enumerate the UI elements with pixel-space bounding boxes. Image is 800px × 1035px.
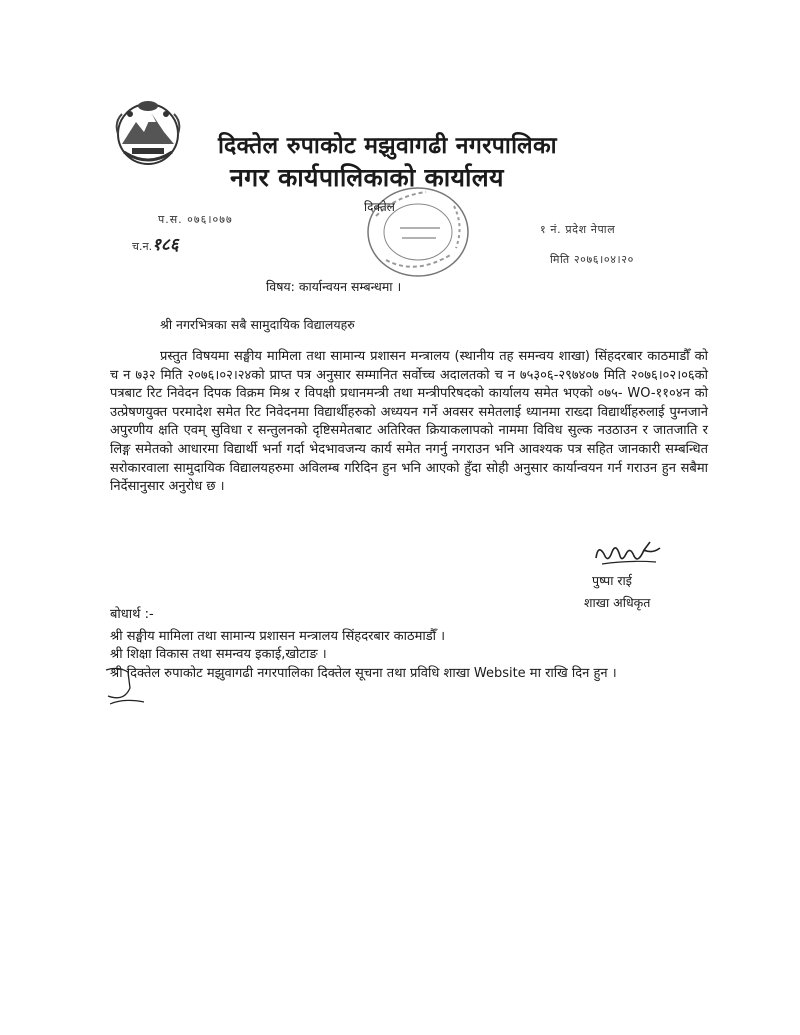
office-place: दिक्तेल — [364, 200, 395, 214]
dispatch-label: च.न. — [132, 240, 153, 253]
signatory-title: शाखा अधिकृत — [584, 595, 651, 610]
recipient-line: श्री नगरभित्रका सबै सामुदायिक विद्यालयहरु — [160, 317, 355, 332]
letter-date: मिति २०७६।०४।२० — [550, 253, 634, 266]
dispatch-number-value: १८६ — [152, 235, 179, 255]
cc-item: श्री शिक्षा विकास तथा समन्वय इकाई,खोटाङ । — [110, 647, 327, 662]
cc-item: श्री सङ्घीय मामिला तथा सामान्य प्रशासन मन्त्रालय सिंहदरबार काठमाडौँ । — [110, 629, 446, 644]
nepal-emblem-icon — [108, 92, 188, 172]
office-name: नगर कार्यपालिकाको कार्यालय — [230, 163, 504, 192]
body-paragraph — [110, 348, 708, 497]
dispatch-number — [132, 232, 179, 255]
cc-item: श्री दिक्तेल रुपाकोट मझुवागढी नगरपालिका दिक्तेल सूचना तथा प्रविधि शाखा Website मा राखि दिन हुन । — [110, 666, 617, 681]
handwritten-signature — [592, 536, 664, 570]
office-seal-stamp — [356, 176, 476, 286]
signatory-name: पुष्पा राई — [592, 573, 632, 588]
cc-heading: बोधार्थ :- — [110, 607, 154, 622]
subject-line: विषय: कार्यान्वयन सम्बन्धमा । — [266, 279, 402, 294]
province-label: १ नं. प्रदेश नेपाल — [540, 223, 616, 236]
body-text: प्रस्तुत विषयमा सङ्घीय मामिला तथा सामान्य प्रशासन मन्त्रालय (स्थानीय तह समन्वय शाखा) सिंहदरबार काठमाडौँ को च न ७३२ मिति २०७६।०२।२४को प्राप्त पत्र अनुसार सम्मानित सर्वोच्च अदालतको च न ७५३०६-२९७४०७ मिति २०७६।०२।०६को पत्रबाट रिट निवेदन दिपक विक्रम मिश्र र विपक्षी प्रधानमन्त्री तथा मन्त्रीपरिषदको कार्यालय समेत भएको ०७५- WO-११०४न को उत्प्रेषणयुक्त परमादेश समेत रिट निवेदनमा विद्यार्थीहरुको अध्ययन गर्ने अवसर समेतलाई ध्यानमा राख्दा विद्यार्थीहरुलाई पुग्नजाने अपुरणीय क्षति एवम् सुविधा र सन्तुलनको दृष्टिसमेतबाट अतिरिक्त क्रियाकलापको नाममा विविध सुल्क नउठाउन र जातजाति र लिङ्ग समेतको आधारमा विद्यार्थी भर्ना गर्दा भेदभावजन्य कार्य समेत नगर्नु नगराउन भनि आवश्यक पत्र सहित जानकारी सम्बन्धित सरोकारवाला सामुदायिक विद्यालयहरुमा अविलम्ब गरिदिन हुन भनि आएको हुँदा सोही अनुसार कार्यान्वयन गर्न गराउन हुन सबैमा निर्देसानुसार अनुरोध छ । — [110, 349, 708, 495]
municipality-name: दिक्तेल रुपाकोट मझुवागढी नगरपालिका — [218, 133, 557, 159]
reference-number: प.स. ०७६।०७७ — [158, 213, 233, 226]
pen-mark — [104, 666, 164, 708]
